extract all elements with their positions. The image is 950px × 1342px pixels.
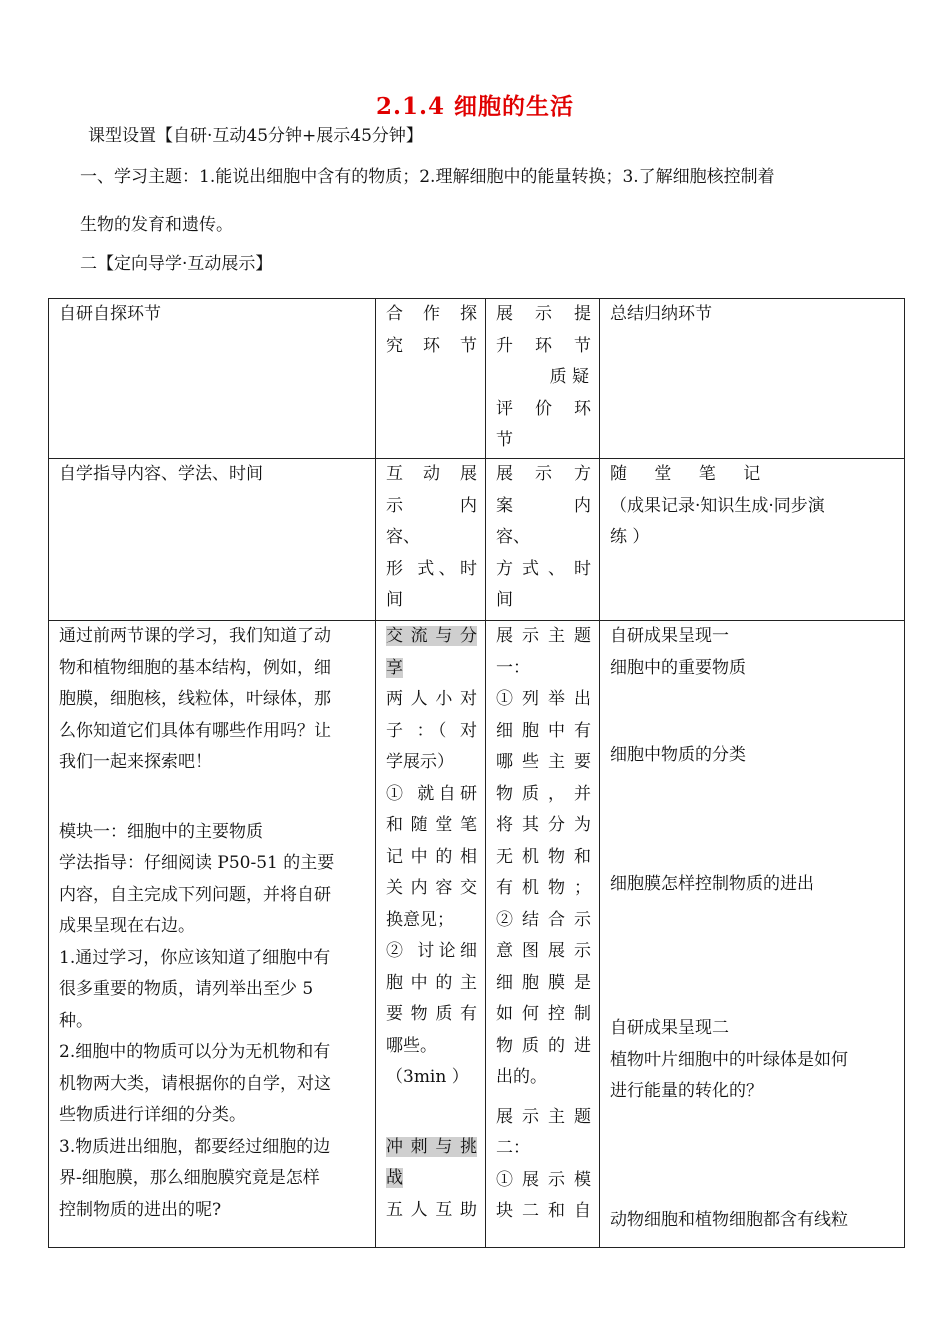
theme-line-2: 生物的发育和遗传。 bbox=[80, 215, 233, 235]
body-row bbox=[49, 621, 905, 1248]
header-col2-line: 究 环 节 bbox=[386, 335, 477, 356]
sub-col3-line: 方 式 、 时 bbox=[496, 558, 591, 579]
exchange-share-heading: 享 bbox=[386, 657, 403, 678]
header-col2-line: 合 作 探 bbox=[386, 304, 477, 324]
header-col4 bbox=[600, 299, 905, 459]
showcase-line: 细 胞 膜 是 bbox=[496, 972, 591, 993]
sprint-challenge-heading: 冲 刺 与 挑 bbox=[386, 1136, 477, 1157]
subheader-row bbox=[49, 459, 905, 621]
body-col4 bbox=[600, 621, 905, 1248]
header-col1 bbox=[49, 299, 376, 459]
body-col3 bbox=[486, 621, 600, 1248]
notes-line: 自研成果呈现二 bbox=[610, 1018, 729, 1038]
sub-col4 bbox=[600, 459, 905, 621]
header-col3-line: 评 价 环 bbox=[496, 398, 591, 419]
showcase-line: ② 结 合 示 bbox=[496, 909, 591, 930]
activity-line: 换意见； bbox=[386, 909, 454, 930]
showcase-line: ① 列 举 出 bbox=[496, 689, 591, 709]
sub-col4-line: （成果记录·知识生成·同步演 bbox=[610, 495, 825, 516]
intro-line: 胞膜，细胞核，线粒体，叶绿体，那 bbox=[59, 689, 331, 709]
guide-line: 内容，自主完成下列问题，并将自研 bbox=[59, 884, 331, 905]
header-row bbox=[49, 299, 905, 459]
activity-line: 关 内 容 交 bbox=[386, 878, 477, 898]
header-col1-text: 自研自探环节 bbox=[59, 304, 161, 324]
sub-col3-line: 展 示 方 bbox=[496, 464, 591, 484]
showcase-line: 意 图 展 示 bbox=[496, 941, 591, 961]
question1-line: 1.通过学习，你应该知道了细胞中有 bbox=[59, 947, 331, 968]
notes-line: 细胞膜怎样控制物质的进出 bbox=[610, 873, 814, 894]
header-col2 bbox=[376, 299, 486, 459]
notes-line: 细胞中物质的分类 bbox=[610, 745, 746, 765]
spacer bbox=[610, 772, 896, 869]
showcase-line: ① 展 示 模 bbox=[496, 1169, 591, 1190]
header-col3-line: 质 疑 bbox=[549, 367, 589, 387]
page-title: 2.1.4 细胞的生活 bbox=[375, 93, 575, 120]
notes-line: 进行能量的转化的？ bbox=[610, 1081, 763, 1101]
sub-col2-line: 容、 bbox=[386, 527, 420, 547]
showcase-line: 出的。 bbox=[496, 1067, 547, 1087]
spacer bbox=[610, 900, 896, 1013]
question2-line: 些物质进行详细的分类。 bbox=[59, 1105, 246, 1125]
question2-line: 机物两大类，请根据你的自学，对这 bbox=[59, 1073, 331, 1094]
spacer bbox=[59, 779, 367, 817]
spacer bbox=[496, 1094, 591, 1102]
sub-col2-line: 示 内 bbox=[386, 495, 477, 516]
course-type: 课型设置【自研·互动45分钟+展示45分钟】 bbox=[88, 126, 423, 146]
showcase-line: 将 其 分 为 bbox=[496, 815, 591, 835]
showcase-line: 细 胞 中 有 bbox=[496, 720, 591, 741]
activity-line: 哪些。 bbox=[386, 1035, 437, 1056]
activity-line: 胞 中 的 主 bbox=[386, 972, 477, 993]
sub-col4-line: 随 堂 笔 记 bbox=[610, 464, 761, 484]
sub-col3-line: 间 bbox=[496, 590, 513, 610]
guide-line: 学法指导：仔细阅读 P50-51 的主要 bbox=[59, 853, 335, 873]
spacer bbox=[386, 1094, 477, 1132]
sub-col2-line: 互 动 展 bbox=[386, 464, 477, 484]
spacer bbox=[610, 684, 896, 740]
question1-line: 种。 bbox=[59, 1010, 93, 1031]
activity-line: ② 讨论细 bbox=[386, 941, 477, 961]
showcase-line: 一： bbox=[496, 657, 530, 678]
showcase-line: 哪 些 主 要 bbox=[496, 752, 591, 772]
activity-line: ① 就自研 bbox=[386, 783, 477, 804]
header-col3-line: 升 环 节 bbox=[496, 335, 591, 356]
question3-line: 控制物质的进出的呢? bbox=[59, 1199, 222, 1220]
sprint-challenge-heading: 战 bbox=[386, 1168, 403, 1188]
intro-line: 物和植物细胞的基本结构，例如，细 bbox=[59, 657, 331, 678]
showcase-line: 展 示 主 题 bbox=[496, 1106, 591, 1127]
notes-line: 植物叶片细胞中的叶绿体是如何 bbox=[610, 1049, 848, 1070]
guide-line: 成果呈现在右边。 bbox=[59, 916, 195, 936]
intro-line: 我们一起来探索吧！ bbox=[59, 752, 212, 772]
showcase-line: 有 机 物 ； bbox=[496, 878, 591, 898]
header-col3-line: 展 示 提 bbox=[496, 304, 591, 324]
sub-col2-line: 形 式、时 bbox=[386, 558, 477, 579]
notes-line: 自研成果呈现一 bbox=[610, 626, 729, 646]
header-col3-line: 节 bbox=[496, 430, 513, 450]
notes-line: 细胞中的重要物质 bbox=[610, 657, 746, 678]
showcase-line: 二： bbox=[496, 1138, 530, 1158]
sub-col3 bbox=[486, 459, 600, 621]
sub-col2 bbox=[376, 459, 486, 621]
showcase-line: 物 质 ， 并 bbox=[496, 783, 591, 804]
notes-line: 动物细胞和植物细胞都含有线粒 bbox=[610, 1209, 848, 1230]
sub-col4-line: 练 ） bbox=[610, 527, 650, 547]
question3-line: 3.物质进出细胞，都要经过细胞的边 bbox=[59, 1136, 331, 1157]
lesson-table bbox=[48, 298, 905, 1248]
spacer bbox=[610, 1108, 896, 1205]
showcase-line: 展 示 主 题 bbox=[496, 626, 591, 646]
sub-col1 bbox=[49, 459, 376, 621]
body-col1 bbox=[49, 621, 376, 1248]
activity-line: 记 中 的 相 bbox=[386, 846, 477, 867]
activity-line: 学展示） bbox=[386, 752, 454, 772]
question2-line: 2.细胞中的物质可以分为无机物和有 bbox=[59, 1042, 331, 1062]
intro-line: 么你知道它们具体有哪些作用吗？让 bbox=[59, 720, 331, 741]
showcase-line: 块 二 和 自 bbox=[496, 1201, 591, 1221]
exchange-share-heading: 交 流 与 分 bbox=[386, 626, 477, 646]
showcase-line: 物 质 的 进 bbox=[496, 1035, 591, 1056]
section-heading: 二【定向导学·互动展示】 bbox=[80, 254, 273, 274]
sub-col3-line: 案 内 bbox=[496, 495, 591, 516]
showcase-line: 无 机 物 和 bbox=[496, 846, 591, 867]
showcase-line: 如 何 控 制 bbox=[496, 1004, 591, 1024]
header-col3 bbox=[486, 299, 600, 459]
activity-line: 和 随 堂 笔 bbox=[386, 815, 477, 835]
intro-line: 通过前两节课的学习，我们知道了动 bbox=[59, 626, 331, 646]
module1-title: 模块一：细胞中的主要物质 bbox=[59, 821, 263, 842]
activity-line: 子 ：（ 对 bbox=[386, 720, 477, 741]
theme-line-1: 一、学习主题：1.能说出细胞中含有的物质；2.理解细胞中的能量转换；3.了解细胞核控制着 bbox=[80, 167, 775, 187]
activity-line: 五 人 互 助 bbox=[386, 1199, 477, 1220]
sub-col3-line: 容、 bbox=[496, 527, 530, 547]
activity-line: （3min ） bbox=[386, 1067, 469, 1087]
sub-col1-text: 自学指导内容、学法、时间 bbox=[59, 464, 263, 484]
header-col4-text: 总结归纳环节 bbox=[610, 304, 712, 324]
activity-line: 两 人 小 对 bbox=[386, 689, 477, 709]
activity-line: 要 物 质 有 bbox=[386, 1004, 477, 1024]
sub-col2-line: 间 bbox=[386, 590, 403, 610]
question3-line: 界-细胞膜，那么细胞膜究竟是怎样 bbox=[59, 1168, 320, 1188]
body-col2 bbox=[376, 621, 486, 1248]
question1-line: 很多重要的物质，请列举出至少 5 bbox=[59, 979, 314, 999]
